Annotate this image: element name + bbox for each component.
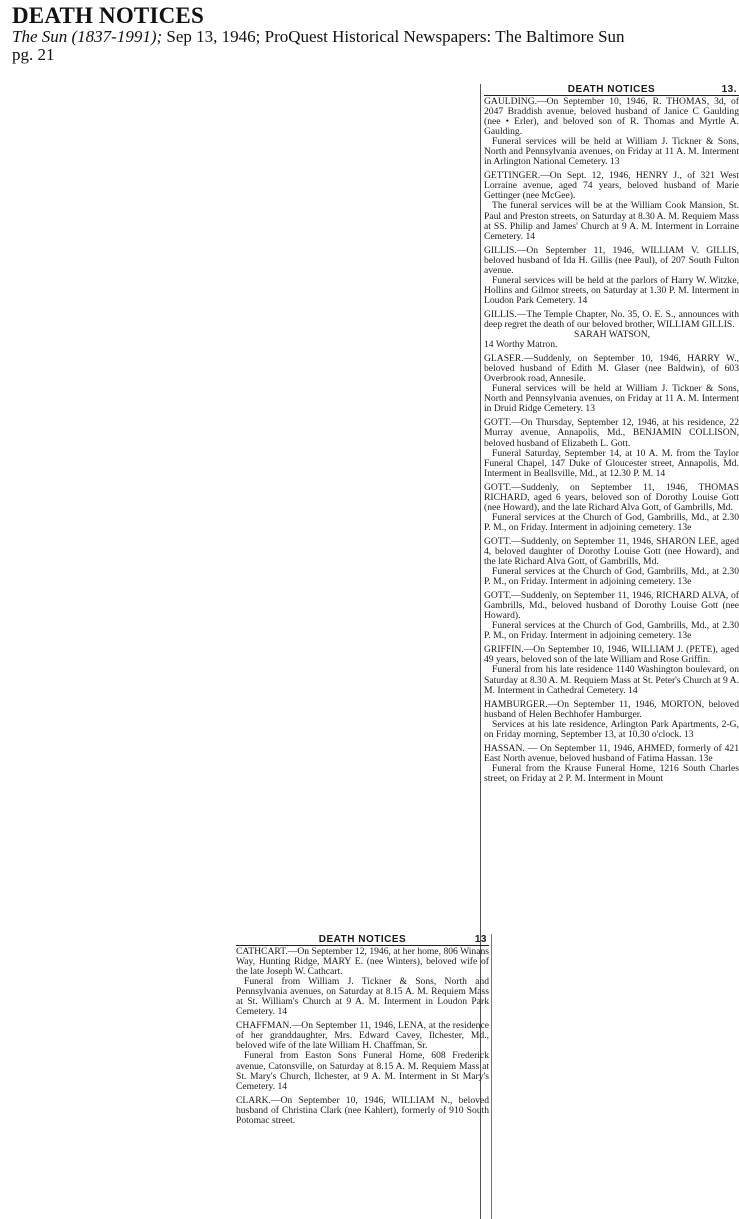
notice-body: HAMBURGER.—On September 11, 1946, MORTON, beloved husband of Helen Bechhofer Hamburger. xyxy=(484,698,739,720)
notice-body: CHAFFMAN.—On September 11, 1946, LENA, at the residence of her granddaughter, Mrs. Edward Cavey, Ilchester, Md., beloved wife of the late William H. Chaffman, Sr. xyxy=(236,1020,489,1052)
death-notice xyxy=(236,947,489,1017)
notice-signature-name: SARAH WATSON, xyxy=(574,329,651,341)
notice-body: GOTT.—Suddenly, on September 11, 1946, THOMAS RICHARD, aged 6 years, beloved son of Dorothy Louise Gott (nee Howard), and the late Richard Alva Gott, of Gambrills, Md. xyxy=(484,481,739,513)
death-notice xyxy=(484,354,739,414)
death-notice xyxy=(484,744,739,784)
notice-body: GOTT.—Suddenly, on September 11, 1946, RICHARD ALVA, of Gambrills, Md., beloved husband of Dorothy Louise Gott (nee Howard). xyxy=(484,590,739,622)
death-notice xyxy=(484,591,739,641)
right-column xyxy=(480,84,739,1219)
left-column-heading-text: DEATH NOTICES xyxy=(318,934,407,945)
notice-body: CATHCART.—On September 12, 1946, at her home, 806 Winans Way, Hunting Ridge, MARY E. (nee Winters), beloved wife of the late Joseph W. Cathcart. xyxy=(236,946,489,978)
death-notice xyxy=(236,1021,489,1091)
citation-text: Sep 13, 1946; ProQuest Historical Newspapers: The Baltimore Sun xyxy=(162,27,625,46)
notice-body: GETTINGER.—On Sept. 12, 1946, HENRY J., of 321 West Lorraine avenue, aged 74 years, beloved husband of Marie Gettinger (nee McGee). xyxy=(484,170,739,202)
notice-funeral-details: Funeral services will be held at William J. Tickner & Sons, North and Pennsylvania avenues, on Friday at 11 A. M. Interment in Arlington National Cemetery. 13 xyxy=(484,136,739,168)
notice-body: GAULDING.—On September 10, 1946, R. THOMAS, 3d, of 2047 Braddish avenue, beloved husband of Janice C Gaulding (nee • Erler), and beloved son of R. Thomas and Myrtle A. Gaulding. xyxy=(484,96,739,138)
notice-funeral-details: Funeral services at the Church of God, Gambrills, Md., at 2.30 P. M., on Friday. Interment in adjoining cemetery. 13e xyxy=(484,620,739,642)
notice-funeral-details: Funeral services at the Church of God, Gambrills, Md., at 2.30 P. M., on Friday. Interment in adjoining cemetery. 13e xyxy=(484,566,739,588)
death-notice xyxy=(236,1096,489,1126)
notice-signature-title: 14 Worthy Matron. xyxy=(484,339,558,351)
right-column-heading xyxy=(484,84,739,96)
notice-body: GRIFFIN.—On September 10, 1946, WILLIAM J. (PETE), aged 49 years, beloved son of the late William and Rose Griffin. xyxy=(484,644,739,666)
death-notice xyxy=(484,246,739,306)
notice-body: GLASER.—Suddenly, on September 10, 1946, HARRY W., beloved husband of Edith M. Glaser (nee Baldwin), of 603 Overbrook road, Annesile. xyxy=(484,353,739,385)
notice-funeral-details: Funeral services will be held at William J. Tickner & Sons, North and Pennsylvania avenues, on Friday at 11 A. M. Interment in Druid Ridge Cemetery. 13 xyxy=(484,383,739,415)
notice-funeral-details: Funeral from William J. Tickner & Sons, North and Pennsylvania avenues, on Saturday at 8.15 A. M. Requiem Mass at St. William's Church at 9 A. M. Interment in Loudon Park Cemetery. 14 xyxy=(236,976,489,1018)
page-number: pg. 21 xyxy=(12,45,55,64)
right-column-heading-number: 13. xyxy=(721,84,737,95)
document-title: DEATH NOTICES xyxy=(12,3,204,28)
notice-funeral-details: Funeral services will be held at the parlors of Harry W. Witzke, Hollins and Gilmor streets, on Saturday at 1.30 P. M. Interment in Loudon Park Cemetery. 14 xyxy=(484,274,739,306)
left-column-heading-number: 13 xyxy=(474,934,487,945)
death-notice xyxy=(484,310,739,350)
notice-body: GILLIS.—On September 11, 1946, WILLIAM V. GILLIS, beloved husband of Ida H. Gillis (nee Paul), of 207 South Fulton avenue. xyxy=(484,244,739,276)
notice-funeral-details: Funeral from Easton Sons Funeral Home, 608 Frederick avenue, Catonsville, on Saturday at 8.15 A. M. Requiem Mass at St. Mary's Church, Ilchester, at 9 A. M. Interment in St Mary's Cemetery. 14 xyxy=(236,1050,489,1092)
left-column xyxy=(236,934,492,1219)
notice-funeral-details: The funeral services will be at the William Cook Mansion, St. Paul and Preston streets, on Saturday at 8.30 A. M. Requiem Mass at SS. Philip and James' Church at 9 A. M. Interment in Lorraine Cemetery. 14 xyxy=(484,200,739,242)
notice-body: GOTT.—Suddenly, on September 11, 1946, SHARON LEE, aged 4, beloved daughter of Dorothy Louise Gott (nee Howard), and the late Richard Alva Gott, of Gambrills, Md. xyxy=(484,535,739,568)
notice-body: HASSAN. — On September 11, 1946, AHMED, formerly of 421 East North avenue, beloved husband of Fatima Hassan. 13e xyxy=(484,742,739,764)
right-notice-list xyxy=(484,97,739,784)
death-notice xyxy=(484,171,739,241)
notice-body: GILLIS.—The Temple Chapter, No. 35, O. E. S., announces with deep regret the death of our beloved brother, WILLIAM GILLIS. xyxy=(484,308,739,330)
citation-line xyxy=(12,28,732,46)
death-notice xyxy=(484,483,739,533)
death-notice xyxy=(484,97,739,167)
left-column-heading xyxy=(236,934,489,946)
left-notice-list xyxy=(236,947,489,1126)
source-name: The Sun (1837-1991); xyxy=(12,27,163,46)
notice-body: GOTT.—On Thursday, September 12, 1946, at his residence, 22 Murray avenue, Annapolis, Md., BENJAMIN COLLISON, beloved husband of Elizabeth L. Gott. xyxy=(484,417,739,449)
notice-funeral-details: Funeral Saturday, September 14, at 10 A. M. from the Taylor Funeral Chapel, 147 Duke of Gloucester street, Annapolis, Md. Interment in Beallsville, Md., at 12.30 P. M. 14 xyxy=(484,447,739,479)
death-notice xyxy=(484,645,739,695)
death-notice xyxy=(484,700,739,740)
notice-funeral-details: Funeral from his late residence 1140 Washington boulevard, on Saturday at 8.30 A. M. Requiem Mass at St. Peter's Church at 9 A. M. Interment in Cathedral Cemetery. 14 xyxy=(484,664,739,696)
right-column-heading-text: DEATH NOTICES xyxy=(567,84,656,95)
notice-funeral-details: Services at his late residence, Arlington Park Apartments, 2-G, on Friday morning, September 13, at 10.30 o'clock. 13 xyxy=(484,718,739,740)
death-notice xyxy=(484,418,739,478)
death-notice xyxy=(484,537,739,587)
notice-body: CLARK.—On September 10, 1946, WILLIAM N., beloved husband of Christina Clark (nee Kahlert), formerly of 910 South Potomac street. xyxy=(236,1094,489,1126)
notice-funeral-details: Funeral from the Krause Funeral Home, 1216 South Charles street, on Friday at 2 P. M. Interment in Mount xyxy=(484,762,739,784)
notice-funeral-details: Funeral services at the Church of God, Gambrills, Md., at 2.30 P. M., on Friday. Interment in adjoining cemetery. 13e xyxy=(484,511,739,533)
document-header xyxy=(12,4,732,64)
